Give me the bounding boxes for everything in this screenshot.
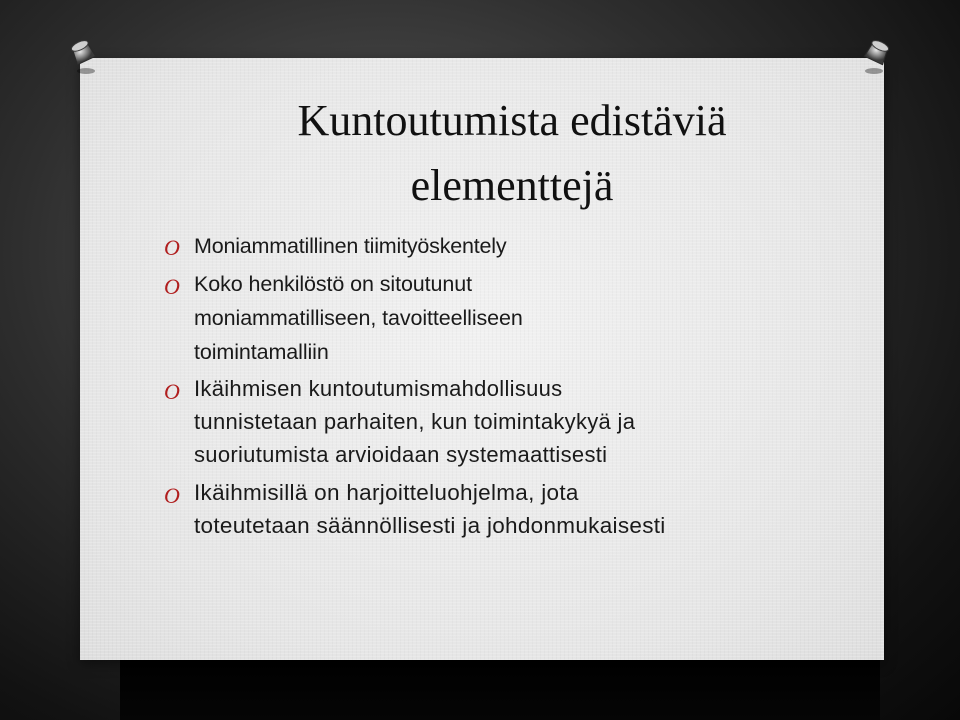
slide-title-line: elementtejä <box>410 161 614 210</box>
bullet-marker: O <box>164 235 180 260</box>
bullet-line: Ikäihmisen kuntoutumismahdollisuus <box>194 376 563 401</box>
bullet-line: toteutetaan säännöllisesti ja johdonmukaisesti <box>194 513 666 538</box>
pushpin-icon <box>858 37 894 77</box>
bullet-line: toimintamalliin <box>194 340 329 364</box>
bullet-line: Ikäihmisillä on harjoitteluohjelma, jota <box>194 480 579 505</box>
bullet-line: Koko henkilöstö on sitoutunut <box>194 272 472 296</box>
bullet-item <box>164 230 864 262</box>
bullet-line: Moniammatillinen tiimityöskentely <box>194 234 507 258</box>
slide-bottom-shadow <box>120 660 880 720</box>
bullet-item <box>164 267 864 369</box>
bullet-line: tunnistetaan parhaiten, kun toimintakykyä ja <box>194 409 636 434</box>
pushpin-icon <box>66 37 102 77</box>
bullet-item <box>164 372 864 471</box>
bullet-list <box>164 230 864 542</box>
bullet-marker: O <box>164 483 181 508</box>
slide-title-line: Kuntoutumista edistäviä <box>297 96 727 145</box>
bullet-line: suoriutumista arvioidaan systemaattisesti <box>194 442 608 467</box>
bullet-line: moniammatilliseen, tavoitteelliseen <box>194 306 523 330</box>
bullet-item <box>164 476 864 542</box>
slide-title <box>120 88 840 218</box>
bullet-marker: O <box>164 274 180 299</box>
bullet-marker: O <box>164 379 181 404</box>
